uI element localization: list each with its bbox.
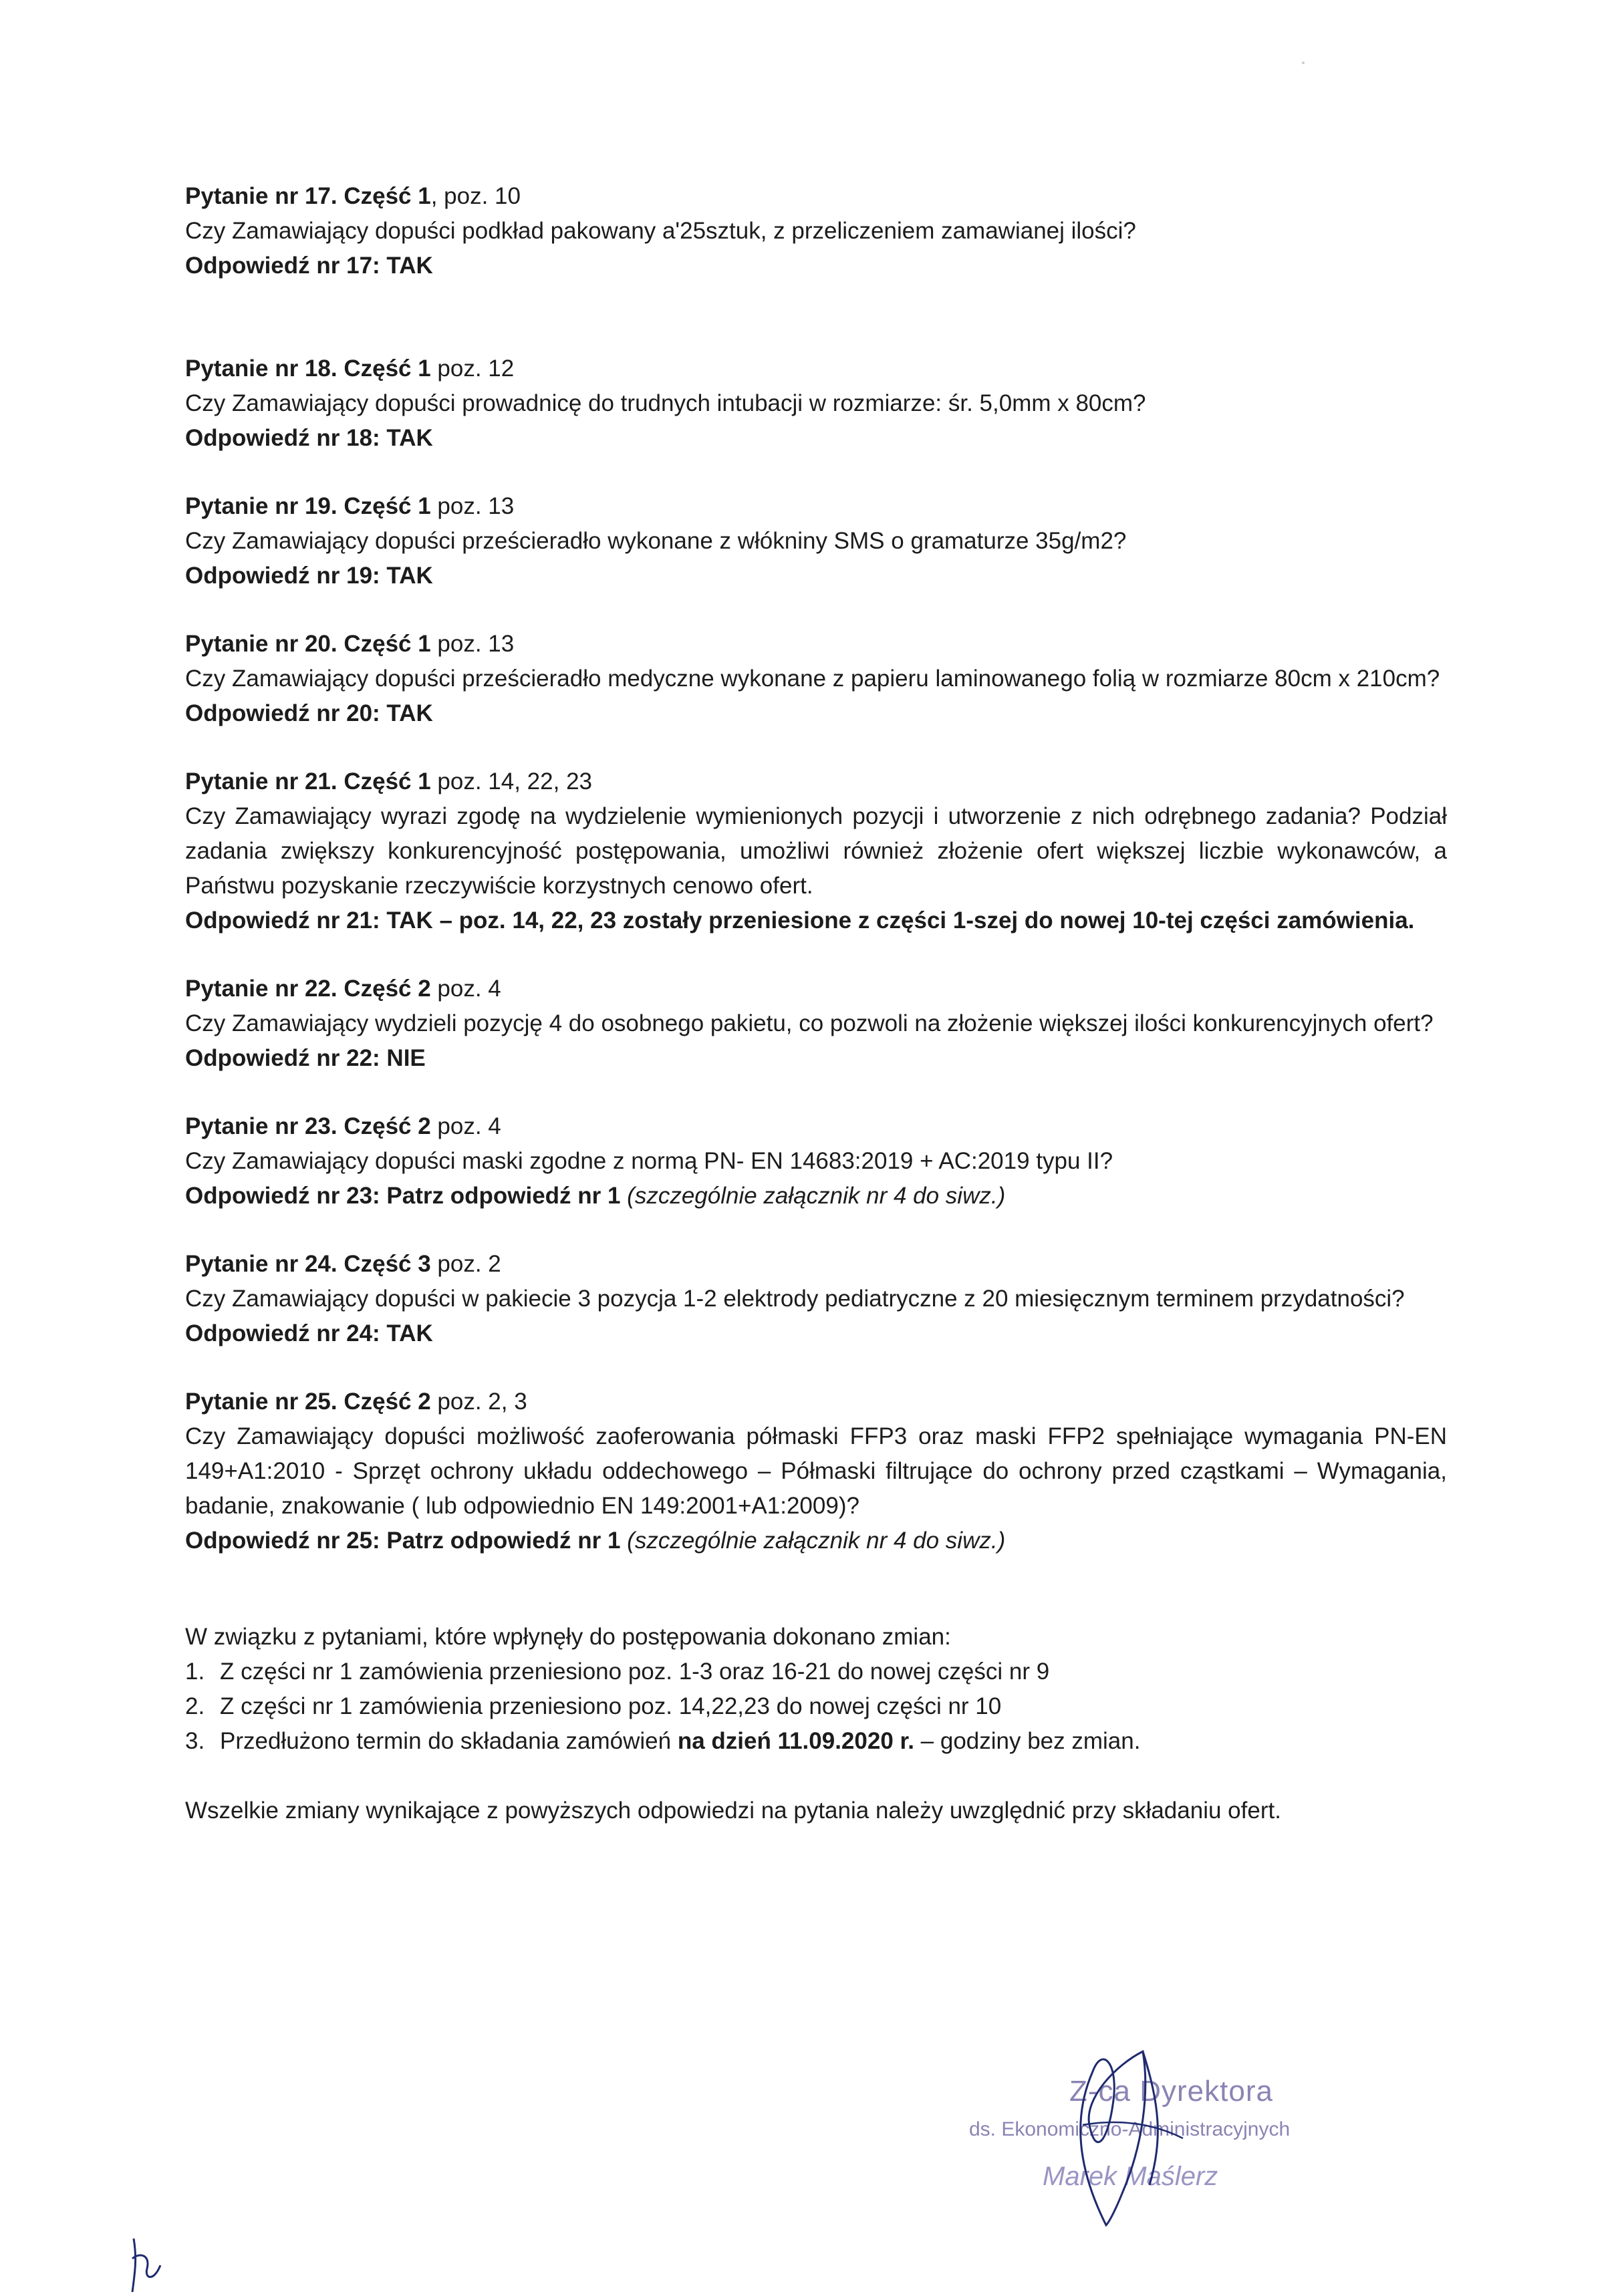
question-block-25 [185,1385,1447,1558]
list-item [185,1655,1447,1689]
question-text: Czy Zamawiający dopuści w pakiecie 3 pozycja 1-2 elektrody pediatryczne z 20 miesięcznym terminem przydatności? [185,1286,1405,1312]
answer-text: Odpowiedź nr 22: NIE [185,1045,426,1071]
answer [185,249,1447,283]
question-label: Pytanie nr 18. Część 1 [185,355,431,382]
scan-dot [1302,61,1305,64]
question-position: poz. 13 [430,493,515,519]
question-position: poz. 4 [430,1113,501,1139]
question-text: Czy Zamawiający wydzieli pozycję 4 do osobnego pakietu, co pozwoli na złożenie większej ilości konkurencyjnych ofert? [185,1010,1434,1036]
handwritten-initials [120,2232,174,2296]
answer-text: Odpowiedź nr 24: TAK [185,1320,433,1346]
list-text: Przedłużono termin do składania zamówień [220,1728,678,1754]
question-position: , poz. 10 [430,183,521,209]
question-block-24 [185,1247,1447,1351]
question-block-18 [185,351,1447,456]
list-text: Z części nr 1 zamówienia przeniesiono poz. 1-3 oraz 16-21 do nowej części nr 9 [220,1659,1050,1685]
changes-intro: W związku z pytaniami, które wpłynęły do postępowania dokonano zmian: [185,1624,951,1650]
question-heading [185,1109,1447,1144]
list-number: 3. [185,1728,205,1754]
final-note: Wszelkie zmiany wynikające z powyższych odpowiedzi na pytania należy uwzględnić przy składaniu ofert. [185,1798,1281,1824]
answer [185,1524,1447,1558]
question-label: Pytanie nr 20. Część 1 [185,631,431,657]
question-heading [185,764,1447,799]
question-block-22 [185,972,1447,1076]
answer-text: Odpowiedź nr 17: TAK [185,253,433,279]
question-position: poz. 2 [430,1251,501,1277]
question-label: Pytanie nr 21. Część 1 [185,768,431,795]
question-block-23 [185,1109,1447,1213]
answer-note: (szczególnie załącznik nr 4 do siwz.) [620,1528,1006,1554]
question-position: poz. 4 [430,976,501,1002]
changes-list [185,1655,1447,1759]
question-text: Czy Zamawiający dopuści możliwość zaoferowania półmaski FFP3 oraz maski FFP2 spełniające wymagania PN-EN 149+A1:2010 - Sprzęt ochrony układu oddechowego – Półmaski filtrujące do ochrony przed cząstkami – Wymagania, badanie, znakowanie ( lub odpowiednio EN 149:2001+A1:2009)? [185,1423,1447,1519]
answer [185,1179,1447,1213]
question-position: poz. 12 [430,355,515,382]
question-heading [185,1385,1447,1419]
answer-text: Odpowiedź nr 23: Patrz odpowiedź nr 1 [185,1183,621,1209]
handwritten-signature [1043,2025,1216,2239]
list-number: 1. [185,1659,205,1685]
question-text: Czy Zamawiający wyrazi zgodę na wydzielenie wymienionych pozycji i utworzenie z nich odrębnego zadania? Podział zadania zwiększy konkurencyjność postępowania, umożliwi również złożenie ofert większej liczbie wykonawców, a Państwu pozyskanie rzeczywiście korzystnych cenowo ofert. [185,803,1447,899]
stamp-title: Z-ca Dyrektora [1069,2075,1273,2108]
question-position: poz. 13 [430,631,515,657]
question-label: Pytanie nr 24. Część 3 [185,1251,431,1277]
question-heading [185,1247,1447,1282]
stamp-department: ds. Ekonomiczno-Administracyjnych [969,2118,1291,2140]
question-block-19 [185,489,1447,593]
answer [185,559,1447,593]
question-label: Pytanie nr 25. Część 2 [185,1389,431,1415]
question-position: poz. 2, 3 [430,1389,527,1415]
question-heading [185,351,1447,386]
list-item [185,1724,1447,1759]
list-tail: – godziny bez zmian. [914,1728,1141,1754]
answer-text: Odpowiedź nr 20: TAK [185,700,433,726]
question-label: Pytanie nr 23. Część 2 [185,1113,431,1139]
question-block-20 [185,627,1447,731]
question-heading [185,627,1447,662]
question-heading [185,489,1447,524]
answer [185,421,1447,456]
document-body [185,179,1447,1828]
list-bold: na dzień 11.09.2020 r. [677,1728,914,1754]
answer-text: Odpowiedź nr 18: TAK [185,425,433,451]
question-text: Czy Zamawiający dopuści prześcieradło wykonane z włókniny SMS o gramaturze 35g/m2? [185,528,1127,554]
list-text: Z części nr 1 zamówienia przeniesiono poz. 14,22,23 do nowej części nr 10 [220,1693,1002,1719]
answer-text: Odpowiedź nr 19: TAK [185,563,433,589]
answer [185,1316,1447,1351]
answer [185,696,1447,731]
question-text: Czy Zamawiający dopuści podkład pakowany a'25sztuk, z przeliczeniem zamawianej ilości? [185,218,1136,244]
answer [185,903,1447,938]
question-position: poz. 14, 22, 23 [430,768,592,795]
answer-text: Odpowiedź nr 21: TAK – poz. 14, 22, 23 zostały przeniesione z części 1-szej do nowej 10-tej części zamówienia. [185,907,1415,934]
answer-text: Odpowiedź nr 25: Patrz odpowiedź nr 1 [185,1528,621,1554]
stamp-name: Marek Maślerz [1043,2162,1218,2191]
question-label: Pytanie nr 22. Część 2 [185,976,431,1002]
list-item [185,1689,1447,1724]
list-number: 2. [185,1693,205,1719]
question-block-21 [185,764,1447,938]
question-label: Pytanie nr 17. Część 1 [185,183,431,209]
question-text: Czy Zamawiający dopuści prowadnicę do trudnych intubacji w rozmiarze: śr. 5,0mm x 80cm? [185,390,1146,416]
question-text: Czy Zamawiający dopuści prześcieradło medyczne wykonane z papieru laminowanego folią w rozmiarze 80cm x 210cm? [185,666,1440,692]
question-heading [185,972,1447,1006]
question-label: Pytanie nr 19. Część 1 [185,493,431,519]
answer-note: (szczególnie załącznik nr 4 do siwz.) [620,1183,1006,1209]
answer [185,1041,1447,1076]
question-heading [185,179,1447,214]
question-block-17 [185,179,1447,283]
question-text: Czy Zamawiający dopuści maski zgodne z normą PN- EN 14683:2019 + AC:2019 typu II? [185,1148,1113,1174]
